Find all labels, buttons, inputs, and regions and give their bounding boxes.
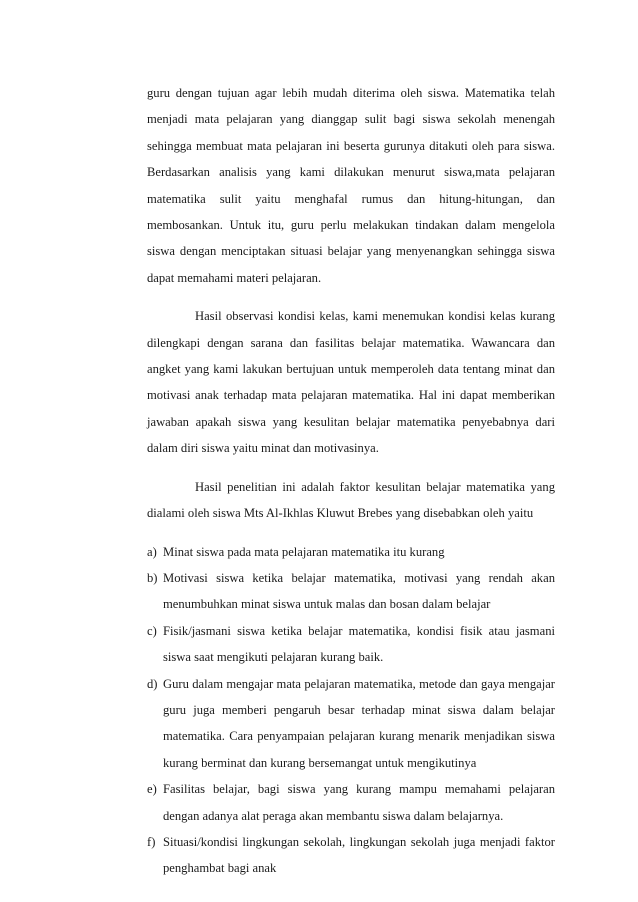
factor-list <box>147 539 555 882</box>
list-item <box>147 565 555 618</box>
list-item-text: Fisik/jasmani siswa ketika belajar matematika, kondisi fisik atau jasmani siswa saat mengikuti pelajaran kurang baik. <box>163 623 555 665</box>
list-item <box>147 829 555 882</box>
list-item <box>147 618 555 671</box>
list-item-text: Motivasi siswa ketika belajar matematika, motivasi yang rendah akan menumbuhkan minat siswa untuk malas dan bosan dalam belajar <box>163 570 555 612</box>
list-marker: d) <box>147 676 158 691</box>
list-item-text: Guru dalam mengajar mata pelajaran matematika, metode dan gaya mengajar guru juga memberi pengaruh besar terhadap minat siswa dalam belajar matematika. Cara penyampaian pelajaran kurang menarik menjadikan siswa kurang berminat dan kurang bersemangat untuk mengikutinya <box>163 676 555 770</box>
list-item <box>147 671 555 777</box>
list-marker: f) <box>147 834 156 849</box>
paragraph-observation: Hasil observasi kondisi kelas, kami menemukan kondisi kelas kurang dilengkapi dengan sarana dan fasilitas belajar matematika. Wawancara dan angket yang kami lakukan bertujuan untuk memperoleh data tentang minat dan motivasi anak terhadap mata pelajaran matematika. Hal ini dapat memberikan jawaban apakah siswa yang kesulitan belajar matematika penyebabnya dari dalam diri siswa yaitu minat dan motivasinya. <box>147 309 555 456</box>
list-item-text: Situasi/kondisi lingkungan sekolah, lingkungan sekolah juga menjadi faktor penghambat bagi anak <box>163 834 555 876</box>
list-item <box>147 539 555 565</box>
list-item-text: Fasilitas belajar, bagi siswa yang kurang mampu memahami pelajaran dengan adanya alat peraga akan membantu siswa dalam belajarnya. <box>163 782 555 823</box>
paragraph-research-result: Hasil penelitian ini adalah faktor kesulitan belajar matematika yang dialami oleh siswa Mts Al-Ikhlas Kluwut Brebes yang disebabkan oleh yaitu <box>147 479 555 521</box>
list-marker: b) <box>147 570 158 585</box>
list-item <box>147 776 555 829</box>
page-body <box>147 80 555 882</box>
list-marker: a) <box>147 544 157 559</box>
paragraph-continuation: guru dengan tujuan agar lebih mudah diterima oleh siswa. Matematika telah menjadi mata pelajaran yang dianggap sulit bagi siswa sekolah menengah sehingga membuat mata pelajaran ini beserta gurunya ditakuti oleh para siswa. Berdasarkan analisis yang kami dilakukan menurut siswa,mata pelajaran matematika sulit yaitu menghafal rumus dan hitung-hitungan, dan membosankan. Untuk itu, guru perlu melakukan tindakan dalam mengelola siswa dengan menciptakan situasi belajar yang menyenangkan sehingga siswa dapat memahami materi pelajaran. <box>147 86 555 285</box>
list-marker: c) <box>147 623 157 638</box>
list-item-text: Minat siswa pada mata pelajaran matematika itu kurang <box>163 544 445 559</box>
list-marker: e) <box>147 782 157 797</box>
